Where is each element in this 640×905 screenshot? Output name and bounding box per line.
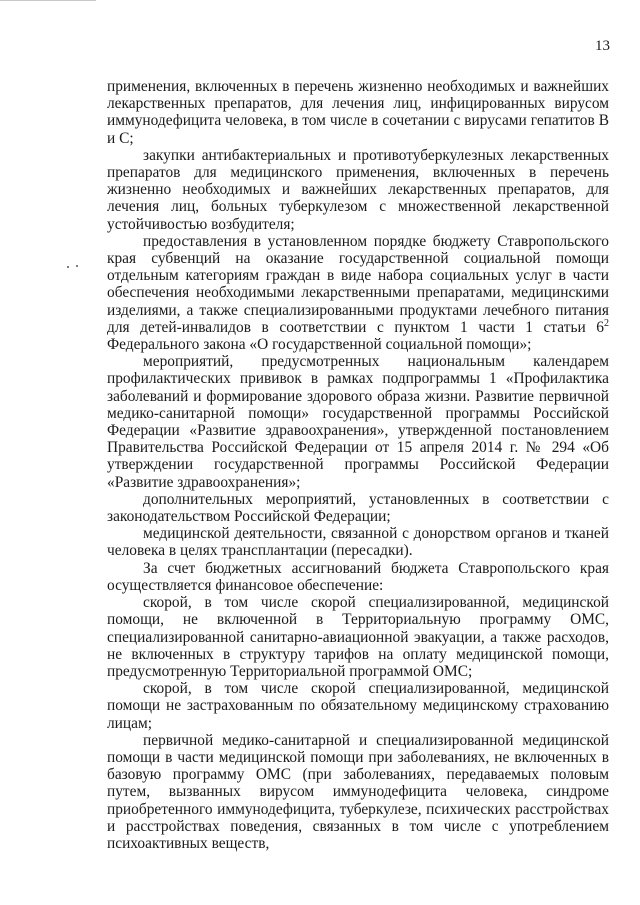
paragraph-primary-specialized-care: первичной медико-санитарной и специализированной медицинской помощи в части медицинской помощи при заболеваниях, не включенных в базовую программу ОМС (при заболеваниях, передаваемых половым путем, вызванных вирусом иммунодефицита человека, синдроме приобретенного иммунодефицита, туберкулезе, психических расстройствах и расстройствах поведения, связанных в том числе с употреблением психоактивных веществ, xyxy=(107,731,609,852)
scan-dust-marks xyxy=(67,265,81,269)
scan-edge-mark xyxy=(0,0,96,5)
superscript-article-index: 2 xyxy=(604,317,609,329)
paragraph-text-after-sup: Федерального закона «О государственной социальной помощи»; xyxy=(107,336,532,354)
paragraph-uninsured-emergency-care: скорой, в том числе скорой специализированной, медицинской помощи не застрахованным по обязательному медицинскому страхованию лицам; xyxy=(107,680,609,732)
paragraph-emergency-care: скорой, в том числе скорой специализированной, медицинской помощи, не включенной в Территориальную программу ОМС, специализированной санитарно-авиационной эвакуации, а также расходов, не включенных в структуру тарифов на оплату медицинской помощи, предусмотренную Территориальной программой ОМС; xyxy=(107,594,609,680)
document-body xyxy=(107,78,609,852)
paragraph-vaccination-calendar: мероприятий, предусмотренных национальным календарем профилактических прививок в рамках подпрограммы 1 «Профилактика заболеваний и формирование здорового образа жизни. Развитие первичной медико-санитарной помощи» государственной программы Российской Федерации «Развитие здравоохранения», утвержденной постановлением Правительства Российской Федерации от 15 апреля 2014 г. № 294 «Об утверждении государственной программы Российской Федерации «Развитие здравоохранения»; xyxy=(107,353,609,491)
paragraph-tuberculosis-drugs: закупки антибактериальных и противотуберкулезных лекарственных препаратов для медицинского применения, включенных в перечень жизненно необходимых и важнейших лекарственных препаратов, для лечения лиц, больных туберкулезом с множественной лекарственной устойчивостью возбудителя; xyxy=(107,146,609,233)
page-number: 13 xyxy=(595,38,610,54)
paragraph-organ-donation: медицинской деятельности, связанной с донорством органов и тканей человека в целях трансплантации (пересадки). xyxy=(107,525,609,560)
paragraph-text-before-sup: предоставления в установленном порядке бюджету Ставропольского края субвенций на оказание государственной социальной помощи отдельным категориям граждан в виде набора социальных услуг в части обеспечения необходимыми лекарственными препаратами, медицинскими изделиями, а также специализированными продуктами лечебного питания для детей-инвалидов в соответствии с пунктом 1 части 1 статьи 6 xyxy=(107,232,609,336)
paragraph-regional-budget-intro: За счет бюджетных ассигнований бюджета Ставропольского края осуществляется финансовое обеспечение: xyxy=(107,559,609,594)
paragraph-hiv-drugs: применения, включенных в перечень жизненно необходимых и важнейших лекарственных препаратов, для лечения лиц, инфицированных вирусом иммунодефицита человека, в том числе в сочетании с вирусами гепатитов В и С; xyxy=(107,78,609,147)
paragraph-social-assistance-subventions xyxy=(107,233,609,353)
paragraph-additional-measures: дополнительных мероприятий, установленных в соответствии с законодательством Российской Федерации; xyxy=(107,490,609,526)
